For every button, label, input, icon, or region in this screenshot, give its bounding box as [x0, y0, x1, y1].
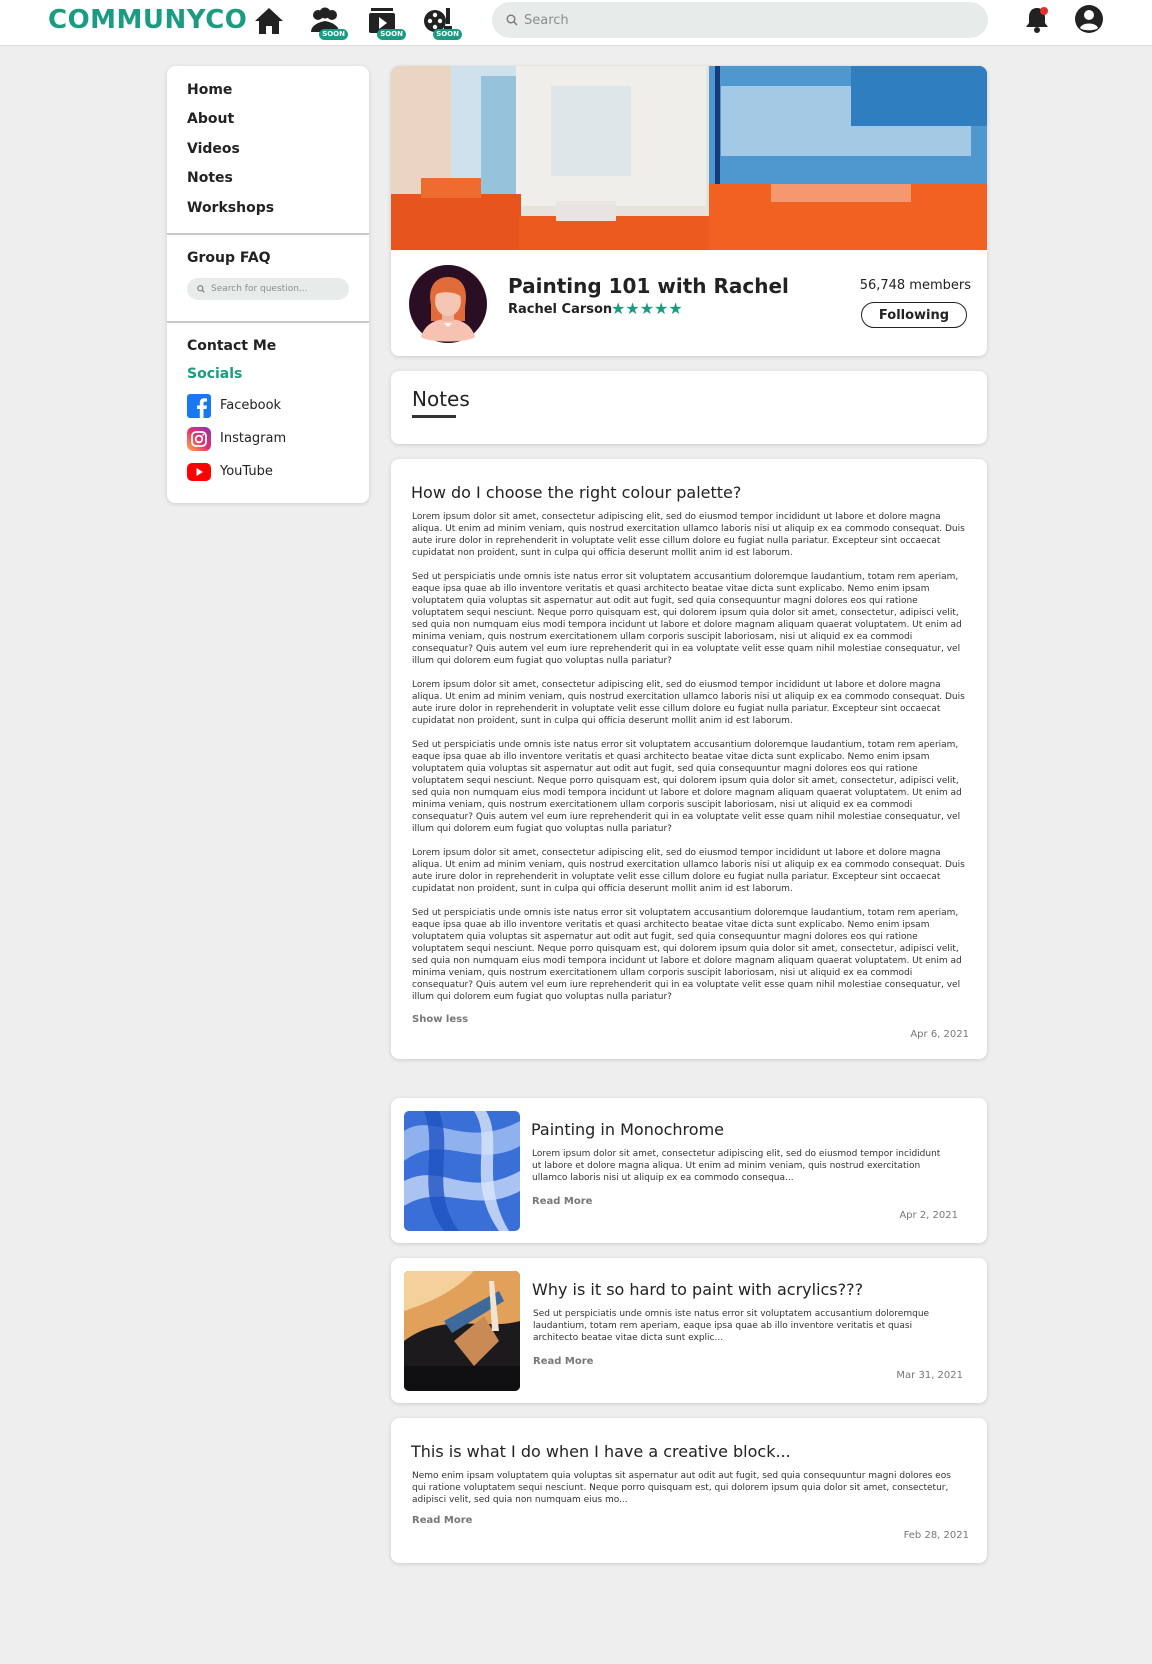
post-paragraph: Sed ut perspiciatis unde omnis iste natus error sit voluptatem accusantium doloremque laudantium, totam rem aperiam, eaque ipsa quae ab illo inventore veritatis et quasi architecto beatae vitae dicta sunt explicabo. Nemo enim ipsam voluptatem quia voluptas sit aspernatur aut odit aut fugit, sed quia consequuntur magni dolores eos qui ratione voluptatem sequi nesciunt. Neque porro quisquam est, qui dolorem ipsum quia dolor sit amet, consectetur, adipisci velit, sed quia non numquam eius modi tempora incidunt ut labore et dolore magnam aliquam quaerat voluptatem. Ut enim ad minima veniam, quis nostrum exercitationem ullam corporis suscipit laboriosam, nisi ut aliquid ex ea commodi consequatur? Quis autem vel eum iure reprehenderit qui in ea voluptate velit esse quam nihil molestiae consequatur, vel illum qui dolorem eum fugiat quo voluptas nulla pariatur? [412, 572, 962, 666]
post-paragraph: Sed ut perspiciatis unde omnis iste natus error sit voluptatem accusantium doloremque laudantium, totam rem aperiam, eaque ipsa quae ab illo inventore veritatis et quasi architecto beatae vitae dicta sunt explicabo. Nemo enim ipsam voluptatem quia voluptas sit aspernatur aut odit aut fugit, sed quia consequuntur magni dolores eos qui ratione voluptatem sequi nesciunt. Neque porro quisquam est, qui dolorem ipsum quia dolor sit amet, consectetur, adipisci velit, sed quia non numquam eius modi tempora incidunt ut labore et dolore magnam aliquam quaerat voluptatem. Ut enim ad minima veniam, quis nostrum exercitationem ullam corporis suscipit laboriosam, nisi ut aliquid ex ea commodi consequatur? Quis autem vel eum iure reprehenderit qui in ea voluptate velit esse quam nihil molestiae consequatur, vel illum qui dolorem eum fugiat quo voluptas nulla pariatur? [412, 908, 962, 1002]
sidebar-item-home[interactable]: Home [187, 82, 233, 98]
post-paragraph: Lorem ipsum dolor sit amet, consectetur adipiscing elit, sed do eiusmod tempor incididunt ut labore et dolore magna aliqua. Ut enim ad minim veniam, quis nostrud exercitation ullamco laboris nisi ut aliquip ex ea commodo consequat. Duis aute irure dolor in reprehenderit in voluptate velit esse cillum dolore eu fugiat nulla pariatur. Excepteur sint occaecat cupidatat non proident, sunt in culpa qui officia deserunt mollit anim id est laborum. [412, 848, 965, 894]
post-paragraph: Sed ut perspiciatis unde omnis iste natus error sit voluptatem accusantium doloremque laudantium, totam rem aperiam, eaque ipsa quae ab illo inventore veritatis et quasi architecto beatae vitae dicta sunt explicabo. Nemo enim ipsam voluptatem quia voluptas sit aspernatur aut odit aut fugit, sed quia consequuntur magni dolores eos qui ratione voluptatem sequi nesciunt. Neque porro quisquam est, qui dolorem ipsum quia dolor sit amet, consectetur, adipisci velit, sed quia non numquam eius modi tempora incidunt ut labore et dolore magnam aliquam quaerat voluptatem. Ut enim ad minima veniam, quis nostrum exercitationem ullam corporis suscipit laboriosam, nisi ut aliquid ex ea commodi consequatur? Quis autem vel eum iure reprehenderit qui in ea voluptate velit esse quam nihil molestiae consequatur, vel illum qui dolorem eum fugiat quo voluptas nulla pariatur? [412, 740, 962, 834]
user-icon[interactable] [1073, 3, 1105, 35]
post-title[interactable]: Painting in Monochrome [531, 1120, 724, 1139]
post-title[interactable]: Why is it so hard to paint with acrylics??? [532, 1280, 864, 1299]
sidebar-item-workshops[interactable]: Workshops [187, 200, 275, 216]
post-card[interactable] [391, 1418, 987, 1563]
post-excerpt: Nemo enim ipsam voluptatem quia voluptas sit aspernatur aut odit aut fugit, sed quia consequuntur magni dolores eos qui ratione voluptatem sequi nesciunt. Neque porro quisquam est, qui dolorem ipsum quia dolor sit amet, consectetur, adipisci velit, sed quia non numquam eius mo... [412, 1471, 951, 1505]
search-input[interactable] [524, 2, 964, 38]
social-label: YouTube [220, 464, 273, 479]
videos-icon[interactable] [366, 4, 403, 38]
post-date: Mar 31, 2021 [896, 1370, 963, 1381]
instagram-icon [187, 427, 211, 451]
notes-header-card [391, 371, 987, 444]
owner-name[interactable]: Rachel Carson [508, 302, 613, 317]
social-link-youtube[interactable] [187, 460, 347, 484]
post-card[interactable] [391, 1098, 987, 1243]
group-title: Painting 101 with Rachel [508, 274, 789, 298]
following-button[interactable]: Following [861, 302, 967, 328]
post-card[interactable] [391, 1258, 987, 1403]
read-more-link[interactable]: Read More [532, 1196, 593, 1207]
post-thumbnail[interactable] [404, 1111, 520, 1231]
group-faq-heading[interactable]: Group FAQ [187, 250, 271, 266]
social-label: Facebook [220, 398, 282, 413]
sidebar-divider [167, 321, 369, 323]
sidebar [167, 66, 369, 503]
faq-search[interactable] [187, 278, 349, 300]
show-less-link[interactable]: Show less [412, 1014, 469, 1025]
post-date: Apr 6, 2021 [910, 1029, 969, 1040]
contact-me-link[interactable]: Contact Me [187, 338, 277, 354]
owner-avatar[interactable] [409, 265, 487, 343]
sidebar-item-notes[interactable]: Notes [187, 170, 233, 186]
read-more-link[interactable]: Read More [412, 1515, 473, 1526]
post-excerpt: Lorem ipsum dolor sit amet, consectetur adipiscing elit, sed do eiusmod tempor incididunt ut labore et dolore magna aliqua. Ut enim ad minim veniam, quis nostrud exercitation ullamco laboris nisi ut aliquip ex ea commodo consequa... [532, 1149, 941, 1183]
youtube-icon [187, 460, 211, 484]
post-paragraph: Lorem ipsum dolor sit amet, consectetur adipiscing elit, sed do eiusmod tempor incididunt ut labore et dolore magna aliqua. Ut enim ad minim veniam, quis nostrud exercitation ullamco laboris nisi ut aliquip ex ea commodo consequat. Duis aute irure dolor in reprehenderit in voluptate velit esse cillum dolore eu fugiat nulla pariatur. Excepteur sint occaecat cupidatat non proident, sunt in culpa qui officia deserunt mollit anim id est laborum. [412, 680, 965, 726]
post-title[interactable]: How do I choose the right colour palette? [411, 483, 742, 502]
notes-underline [412, 415, 456, 418]
notification-dot [1040, 7, 1048, 15]
facebook-icon [187, 394, 211, 418]
soon-badge: SOON [319, 29, 348, 40]
logo[interactable]: COMMUNYCO [48, 5, 248, 35]
faq-search-input[interactable] [211, 278, 345, 300]
events-icon[interactable] [422, 4, 459, 38]
group-banner-image [391, 66, 987, 250]
member-count: 56,748 members [859, 278, 971, 293]
home-icon[interactable] [252, 4, 286, 38]
post-thumbnail[interactable] [404, 1271, 520, 1391]
social-link-instagram[interactable] [187, 427, 347, 451]
rating-stars: ★★★★★ [611, 299, 683, 318]
group-header-card [391, 66, 987, 356]
socials-heading: Socials [187, 366, 243, 382]
post-date: Feb 28, 2021 [903, 1530, 969, 1541]
soon-badge: SOON [433, 29, 462, 40]
post-paragraph: Lorem ipsum dolor sit amet, consectetur adipiscing elit, sed do eiusmod tempor incididunt ut labore et dolore magna aliqua. Ut enim ad minim veniam, quis nostrud exercitation ullamco laboris nisi ut aliquip ex ea commodo consequat. Duis aute irure dolor in reprehenderit in voluptate velit esse cillum dolore eu fugiat nulla pariatur. Excepteur sint occaecat cupidatat non proident, sunt in culpa qui officia deserunt mollit anim id est laborum. [412, 512, 965, 558]
post-excerpt: Sed ut perspiciatis unde omnis iste natus error sit voluptatem accusantium doloremque laudantium, totam rem aperiam, eaque ipsa quae ab illo inventore veritatis et quasi architecto beatae vitae dicta sunt explic... [533, 1309, 930, 1343]
social-link-facebook[interactable] [187, 394, 347, 418]
sidebar-divider [167, 233, 369, 235]
social-label: Instagram [220, 431, 287, 446]
search-icon [197, 285, 205, 293]
sidebar-item-about[interactable]: About [187, 111, 235, 127]
post-date: Apr 2, 2021 [899, 1210, 958, 1221]
post-title[interactable]: This is what I do when I have a creative block... [411, 1442, 791, 1461]
bell-icon[interactable] [1022, 4, 1052, 34]
top-navigation-bar [0, 0, 1152, 46]
search-icon [506, 14, 518, 26]
read-more-link[interactable]: Read More [533, 1356, 594, 1367]
sidebar-item-videos[interactable]: Videos [187, 141, 240, 157]
groups-icon[interactable] [308, 4, 345, 38]
search-bar[interactable] [492, 2, 988, 38]
post-body [412, 511, 968, 1015]
notes-heading: Notes [412, 387, 470, 411]
featured-post-card [391, 459, 987, 1059]
soon-badge: SOON [377, 29, 406, 40]
